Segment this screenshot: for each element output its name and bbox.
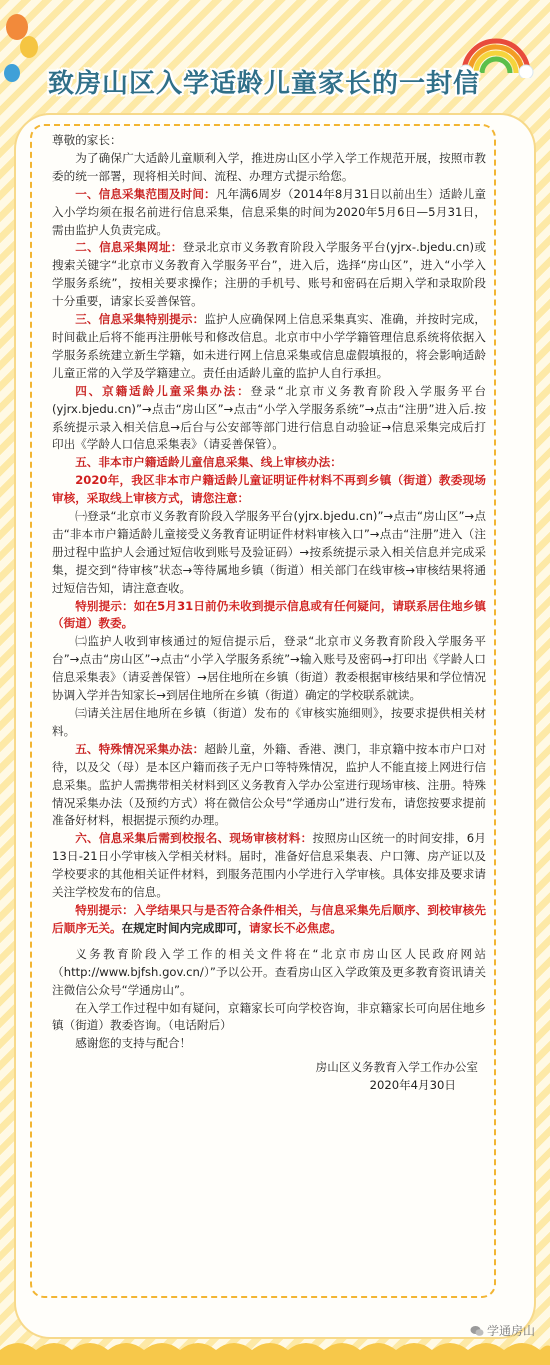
section-5-heading: 五、非本市户籍适龄儿童信息采集、线上审核办法： xyxy=(75,455,342,470)
title-banner xyxy=(26,52,502,110)
closing-paragraph-2: 在入学工作过程中如有疑问，京籍家长可向学校咨询，非京籍家长可向居住地乡镇（街道）教委咨询。（电话附后） xyxy=(52,1000,486,1033)
special-tip-red-end: 请家长不必焦虑。 xyxy=(249,920,342,935)
watermark-text: 学通房山 xyxy=(487,1324,536,1338)
section-1-body: 凡年满6周岁（2014年8月31日以前出生）适龄儿童入小学均须在报名前进行信息采集，信息采集的时间为2020年5月6日—5月31日，需由监护人负责完成。 xyxy=(52,186,486,237)
section-1-heading: 一、信息采集范围及时间： xyxy=(75,186,216,201)
section-5-step-2: ㈡监护人收到审核通过的短信提示后，登录“北京市义务教育阶段入学服务平台”→点击“房山区”→点击“小学入学服务系统”→输入账号及密码→打印出《学龄人口信息采集表》（请妥善保管）→居住地所在乡镇（街道）教委根据审核结果和学位情况协调入学并告知家长→到居住地所在乡镇（街道）确定的学校联系就读。 xyxy=(52,634,486,703)
section-4 xyxy=(52,383,486,455)
section-7 xyxy=(52,830,486,902)
section-3-body: 监护人应确保网上信息采集真实、准确，并按时完成，时间截止后将不能再注册帐号和修改信息。北京市中小学学籍管理信息系统将依据入学服务系统建立新生学籍，如未进行网上信息采集或信息虚假填报的，将会影响适龄儿童正常的入学及学籍建立。责任由适龄儿童的监护人自行承担。 xyxy=(52,312,486,380)
section-5-step-1: ㈠登录“北京市义务教育阶段入学服务平台(yjrx.bjedu.cn)”→点击“房山区”→点击“非本市户籍适龄儿童接受义务教育证明证件材料审核入口”→点击“注册”进入（注册过程中监护人会通过短信收到账号及验证码）→按系统提示录入相关信息并完成采集，提交到“待审核”状态→等待属地乡镇（街道）相关部门在线审核→审核结果将通过短信告知，请注意查收。 xyxy=(52,509,486,595)
section-6-body: 超龄儿童，外籍、香港、澳门，非京籍中按本市户口对待，以及父（母）是本区户籍而孩子无户口等特殊情况，监护人不能直接上网进行信息采集。监护人需携带相关材料到区义务教育入学办公室进行现场审核、注册。特殊情况采集办法（及预约方式）将在微信公众号“学通房山”进行发布，请您按要求提前准备好材料，根据提示预约办理。 xyxy=(52,741,486,828)
special-tip-red: 特别提示：入学结果只与是否符合条件相关，与信息采集先后顺序、到校审核先后顺序无关。 xyxy=(52,902,486,935)
greeting: 尊敬的家长： xyxy=(52,133,122,147)
section-1 xyxy=(52,186,486,240)
closing-paragraph-1: 义务教育阶段入学工作的相关文件将在“北京市房山区人民政府网站（http://www.bjfsh.gov.cn/）”予以公开。查看房山区入学政策及更多教育资讯请关注微信公众号“学通房山”。 xyxy=(52,946,486,997)
section-7-body: 按照房山区统一的时间安排，6月13日-21日小学审核入学相关材料。届时，准备好信息采集表、户口簿、房产证以及学校要求的其他相关证件材料，到服务范围内小学进行入学审核。具体安排及要求请关注学校发布的信息。 xyxy=(52,831,486,900)
wechat-watermark xyxy=(470,1322,535,1339)
section-2 xyxy=(52,239,486,311)
letter-body xyxy=(52,132,486,1095)
section-6 xyxy=(52,741,486,831)
section-3 xyxy=(52,311,486,383)
section-2-heading: 二、信息采集网址： xyxy=(75,240,183,255)
wechat-icon xyxy=(470,1325,484,1337)
page-title: 致房山区入学适龄儿童家长的一封信 xyxy=(47,68,480,99)
date: 2020年4月30日 xyxy=(369,1078,456,1093)
thanks: 感谢您的支持与配合！ xyxy=(75,1036,192,1051)
section-4-body: 登录“北京市义务教育阶段入学服务平台(yjrx.bjedu.cn)”→点击“房山区”→点击“小学入学服务系统”→点击“注册”进入后.按系统提示录入相关信息→后台与公安部等部门进行信息自动验证→信息采集完成后打印出《学龄人口信息采集表》（请妥善保管）。 xyxy=(52,383,486,452)
section-6-heading: 五、特殊情况采集办法： xyxy=(75,741,205,756)
balloon-icon xyxy=(4,64,20,82)
special-tip-black: 在规定时间内完成即可， xyxy=(121,920,250,935)
section-5-step-3: ㈢请关注居住地所在乡镇（街道）发布的《审核实施细则》，按要求提供相关材料。 xyxy=(52,706,486,738)
bottom-scallop-decoration xyxy=(0,1336,550,1365)
section-3-heading: 三、信息采集特别提示： xyxy=(75,312,205,327)
section-7-heading: 六、信息采集后需到校报名、现场审核材料： xyxy=(75,831,313,846)
intro-paragraph: 为了确保广大适龄儿童顺利入学，推进房山区小学入学工作规范开展，按照市教委的统一部署，现将相关时间、流程、办理方式提示给您。 xyxy=(52,150,486,183)
spacer xyxy=(52,938,486,946)
section-2-body: 登录北京市义务教育阶段入学服务平台(yjrx-.bjedu.cn)或搜索关键字“北京市义务教育入学服务平台”，进入后，选择“房山区”，进入“小学入学服务系统”，按相关要求操作；注册的手机号、账号和密码在后期入学和录取阶段十分重要，请家长妥善保管。 xyxy=(52,240,486,309)
special-tip xyxy=(52,902,486,938)
signature: 房山区义务教育入学工作办公室 xyxy=(315,1060,478,1075)
section-4-heading: 四、京籍适龄儿童采集办法： xyxy=(75,383,251,398)
section-5-tip: 特别提示：如在5月31日前仍未收到提示信息或有任何疑问，请联系居住地乡镇（街道）教委。 xyxy=(52,598,486,631)
section-5-notice: 2020年，我区非本市户籍适龄儿童证明证件材料不再到乡镇（街道）教委现场审核，采取线上审核方式，请您注意： xyxy=(52,473,486,506)
